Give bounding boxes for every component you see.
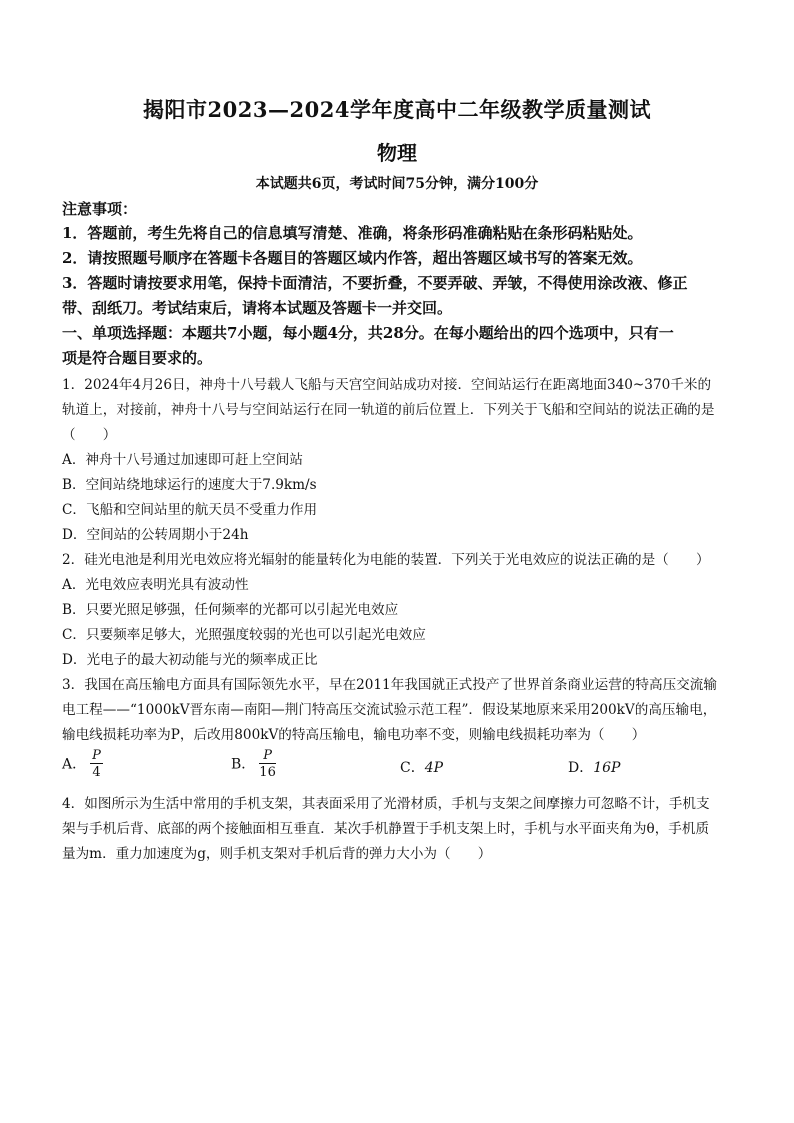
option-label: A． [62,756,87,773]
q3-option-b [231,748,276,781]
q1-stem: 1．2024年4月26日，神舟十八号载人飞船与天宫空间站成功对接．空间站运行在距离地面340~370千米的 [62,377,712,393]
q2-option-b: B．只要光照足够强，任何频率的光都可以引起光电效应 [62,602,399,618]
q1-option-a: A．神舟十八号通过加速即可赶上空间站 [62,452,303,468]
q1-blank: （ ） [62,427,117,443]
fraction-numerator: P [92,748,101,763]
section-heading: 一、单项选择题：本题共7小题，每小题4分，共28分。在每小题给出的四个选项中，只有一 [62,324,674,342]
q2-stem: 2．硅光电池是利用光电效应将光辐射的能量转化为电能的装置．下列关于光电效应的说法正确的是（ ） [62,552,710,568]
note-item: 带、刮纸刀。考试结束后，请将本试题及答题卡一并交回。 [62,299,453,317]
note-item: 2．请按照题号顺序在答题卡各题目的答题区域内作答，超出答题区域书写的答案无效。 [62,249,643,267]
q1-option-d: D．空间站的公转周期小于24h [62,527,249,543]
option-value: 16P [593,760,621,776]
note-item: 3．答题时请按要求用笔，保持卡面清洁，不要折叠，不要弄破、弄皱，不得使用涂改液、修正 [62,274,688,292]
option-label: C． [400,760,425,776]
fraction [259,748,276,781]
notes-heading: 注意事项： [62,200,138,218]
q1-option-b: B．空间站绕地球运行的速度大于7.9km/s [62,477,317,493]
q3-stem: 3．我国在高压输电方面具有国际领先水平，早在2011年我国就正式投产了世界首条商业运营的特高压交流输 [62,677,717,693]
exam-title: 揭阳市2023—2024学年度高中二年级教学质量测试 [143,97,651,122]
q2-option-d: D．光电子的最大初动能与光的频率成正比 [62,652,318,668]
q3-stem: 输电线损耗功率为P，后改用800kV的特高压输电，输电功率不变，则输电线损耗功率为（ ） [62,727,646,743]
note-item: 1．答题前，考生先将自己的信息填写清楚、准确，将条形码准确粘贴在条形码粘贴处。 [62,224,643,242]
fraction-denominator: 4 [92,765,101,780]
section-heading-cont: 项是符合题目要求的。 [62,349,213,367]
subject-title: 物理 [377,141,417,165]
fraction-denominator: 16 [259,765,276,780]
fraction-numerator: P [259,748,276,764]
option-label: B． [231,756,256,773]
option-label: D． [568,760,594,776]
q4-stem: 4．如图所示为生活中常用的手机支架，其表面采用了光滑材质，手机与支架之间摩擦力可忽略不计，手机支 [62,796,710,812]
q1-stem: 轨道上，对接前，神舟十八号与空间站运行在同一轨道的前后位置上．下列关于飞船和空间站的说法正确的是 [62,402,715,418]
q3-stem: 电工程——“1000kV晋东南—南阳—荆门特高压交流试验示范工程”．假设某地原来采用200kV的高压输电， [62,702,717,718]
q4-stem: 架与手机后背、底部的两个接触面相互垂直．某次手机静置于手机支架上时，手机与水平面夹角为θ，手机质 [62,821,710,837]
q3-option-a [62,748,103,781]
q2-option-c: C．只要频率足够大，光照强度较弱的光也可以引起光电效应 [62,627,426,643]
q1-option-c: C．飞船和空间站里的航天员不受重力作用 [62,502,318,518]
fraction [90,748,103,781]
option-value: 4P [424,760,444,776]
exam-info: 本试题共6页，考试时间75分钟，满分100分 [255,176,539,192]
q4-stem: 量为m．重力加速度为g，则手机支架对手机后背的弹力大小为（ ） [62,846,492,862]
q3-option-d [568,757,620,777]
q3-option-c [400,757,443,777]
q2-option-a: A．光电效应表明光具有波动性 [62,577,249,593]
